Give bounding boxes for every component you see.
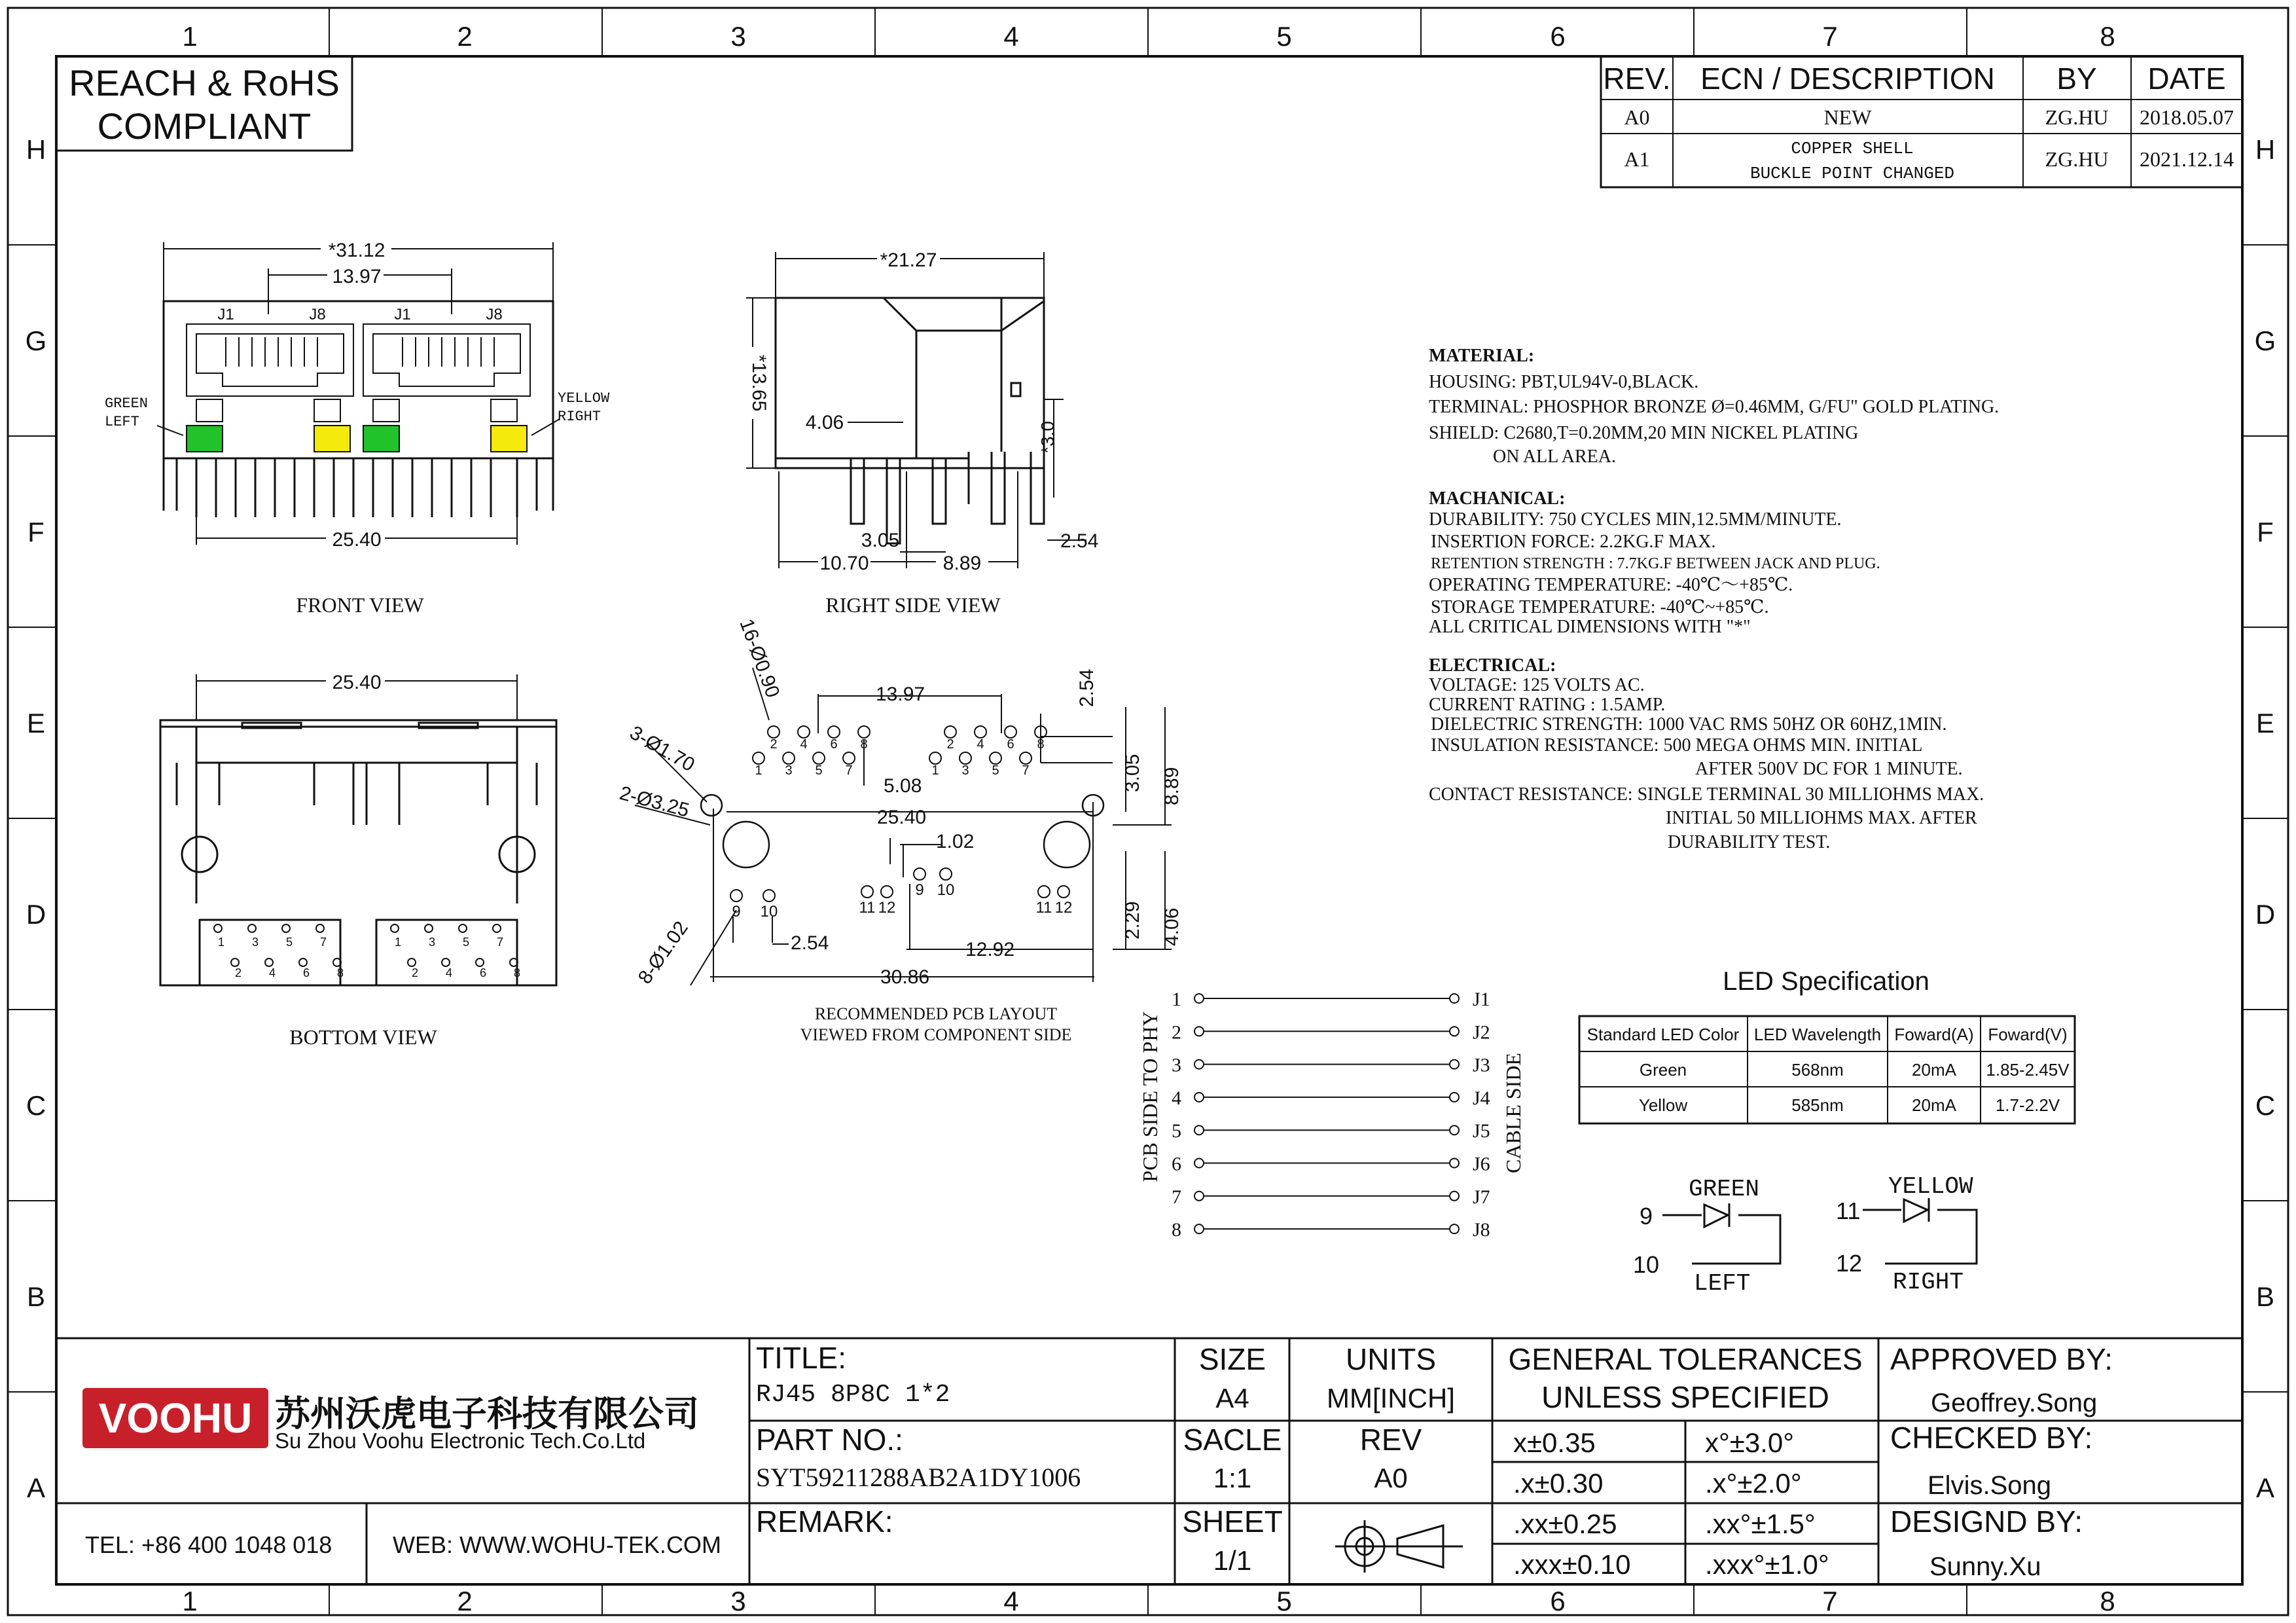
grid-col-7-bottom: 7 bbox=[1822, 1586, 1838, 1616]
front-led-green-2 bbox=[363, 426, 399, 452]
pcb-dim-3086: 30.86 bbox=[880, 966, 930, 988]
led-green-pin-b: 10 bbox=[1633, 1251, 1660, 1278]
wire-cable-label: J8 bbox=[1473, 1219, 1490, 1241]
pcb-dim-406: 4.06 bbox=[1161, 907, 1183, 946]
grid-row-f-right: F bbox=[2257, 517, 2274, 547]
grid-col-6: 6 bbox=[1550, 21, 1566, 52]
grid-col-4: 4 bbox=[1003, 21, 1019, 52]
fv-led-left-2: LEFT bbox=[105, 414, 139, 430]
design-value: Sunny.Xu bbox=[1929, 1552, 2041, 1581]
wire-cable-label: J3 bbox=[1473, 1054, 1490, 1076]
pcb-led-label: 11 bbox=[859, 899, 876, 917]
approved-label: APPROVED BY: bbox=[1890, 1342, 2113, 1376]
led-spec-green-v: 1.85-2.45V bbox=[1986, 1060, 2070, 1080]
led-spec-table bbox=[1579, 967, 2075, 1123]
led-spec-header-3: Foward(A) bbox=[1894, 1025, 1974, 1044]
spec-elec-6: CONTACT RESISTANCE: SINGLE TERMINAL 30 MILLIOHMS MAX. bbox=[1429, 784, 1984, 805]
pcb-pin-label: 6 bbox=[1007, 737, 1014, 752]
led-green-label: GREEN bbox=[1689, 1176, 1760, 1203]
wire-pin-label: 6 bbox=[1172, 1153, 1181, 1175]
bottom-pin-label: 3 bbox=[428, 936, 436, 949]
pcb-pin-hole bbox=[828, 726, 840, 738]
rev-header-ecn: ECN / DESCRIPTION bbox=[1700, 62, 1995, 96]
spec-elec-5: AFTER 500V DC FOR 1 MINUTE. bbox=[1695, 759, 1963, 779]
tolerance-head-2: UNLESS SPECIFIED bbox=[1541, 1380, 1829, 1414]
wire-terminal-left bbox=[1194, 1192, 1204, 1201]
grid-col-4-bottom: 4 bbox=[1003, 1586, 1019, 1616]
grid-row-g: G bbox=[25, 325, 47, 356]
sv-dim-height: *13.65 bbox=[748, 354, 770, 412]
fv-dim-overall: *31.12 bbox=[328, 240, 386, 261]
tol-4-linear: .xxx±0.10 bbox=[1513, 1549, 1631, 1580]
grid-col-3: 3 bbox=[730, 21, 746, 52]
led-spec-green-a: 20mA bbox=[1912, 1060, 1956, 1080]
compliance-line-1: REACH & RoHS bbox=[69, 62, 340, 103]
led-spec-yellow-v: 1.7-2.2V bbox=[1995, 1095, 2060, 1115]
pcb-led-label: 9 bbox=[915, 881, 924, 899]
title-block bbox=[56, 1338, 2242, 1584]
checked-label: CHECKED BY: bbox=[1890, 1421, 2093, 1455]
units-value: MM[INCH] bbox=[1327, 1383, 1455, 1413]
sheet-value: 1/1 bbox=[1213, 1545, 1252, 1576]
spec-mech-head: MACHANICAL: bbox=[1429, 488, 1566, 509]
grid-col-1: 1 bbox=[182, 21, 198, 52]
bottom-view-title: BOTTOM VIEW bbox=[289, 1025, 437, 1049]
led-spec-green-wave: 568nm bbox=[1791, 1060, 1844, 1080]
pcb-dim-229: 2.29 bbox=[1122, 901, 1143, 939]
pcb-led-hole bbox=[881, 886, 893, 898]
bottom-pin-hole bbox=[231, 958, 239, 966]
bottom-pin-hole bbox=[459, 924, 467, 932]
grid-row-d: D bbox=[26, 899, 46, 930]
spec-material-2: TERMINAL: PHOSPHOR BRONZE Ø=0.46MM, G/FU" GOLD PLATING. bbox=[1429, 397, 2000, 417]
pcb-pin-hole bbox=[1020, 752, 1031, 764]
led-yellow-pin-a: 11 bbox=[1836, 1197, 1861, 1224]
compliance-line-2: COMPLIANT bbox=[97, 105, 312, 147]
pcb-pin-label: 1 bbox=[755, 763, 762, 778]
bottom-pin-label: 1 bbox=[217, 936, 225, 949]
grid-col-8-bottom: 8 bbox=[2100, 1586, 2115, 1616]
right-side-view bbox=[742, 249, 1098, 617]
right-side-view-title: RIGHT SIDE VIEW bbox=[825, 593, 1001, 617]
rev-header-date: DATE bbox=[2147, 62, 2226, 96]
bottom-pin-hole bbox=[391, 924, 399, 932]
scale-label: SACLE bbox=[1183, 1423, 1282, 1457]
bv-dim: 25.40 bbox=[332, 672, 382, 693]
led-spec-title: LED Specification bbox=[1723, 967, 1929, 996]
front-view bbox=[105, 238, 610, 617]
spec-material-3: SHIELD: C2680,T=0.20MM,20 MIN NICKEL PLATING bbox=[1429, 423, 1859, 443]
wiring-right-label: CABLE SIDE bbox=[1501, 1053, 1525, 1173]
wire-terminal-right bbox=[1450, 1125, 1459, 1135]
rev-row-2-desc-2: BUCKLE POINT CHANGED bbox=[1749, 164, 1955, 183]
wire-pin-label: 1 bbox=[1172, 989, 1181, 1010]
wire-terminal-left bbox=[1194, 1027, 1204, 1036]
pcb-title-1: RECOMMENDED PCB LAYOUT bbox=[814, 1004, 1058, 1023]
wire-terminal-left bbox=[1194, 1125, 1204, 1135]
grid-row-d-right: D bbox=[2255, 899, 2276, 930]
wire-pin-label: 7 bbox=[1172, 1186, 1181, 1208]
pcb-pin-hole bbox=[843, 752, 855, 764]
spec-material-4: ON ALL AREA. bbox=[1493, 447, 1616, 467]
company-web: WEB: WWW.WOHU-TEK.COM bbox=[393, 1531, 721, 1558]
spec-elec-7: INITIAL 50 MILLIOHMS MAX. AFTER bbox=[1666, 808, 1977, 828]
company-tel: TEL: +86 400 1048 018 bbox=[85, 1531, 332, 1558]
led-spec-green-color: Green bbox=[1639, 1060, 1687, 1080]
led-schematic bbox=[1633, 1173, 1977, 1297]
sv-dim-c: 3.05 bbox=[861, 530, 900, 551]
pcb-dim-2540: 25.40 bbox=[877, 807, 927, 828]
pcb-pin-label: 8 bbox=[860, 737, 868, 752]
bottom-pin-label: 7 bbox=[319, 936, 327, 949]
grid-row-c: C bbox=[26, 1090, 46, 1121]
led-spec-header-1: Standard LED Color bbox=[1587, 1025, 1740, 1044]
grid-col-3-bottom: 3 bbox=[730, 1586, 746, 1616]
tol-3-angular: .xx°±1.5° bbox=[1705, 1508, 1816, 1539]
grid-row-e: E bbox=[26, 708, 46, 739]
rev-value: A0 bbox=[1374, 1463, 1408, 1493]
wire-terminal-right bbox=[1450, 1060, 1459, 1069]
spec-material-1: HOUSING: PBT,UL94V-0,BLACK. bbox=[1429, 372, 1699, 392]
sv-dim-e: 10.70 bbox=[819, 553, 869, 574]
fv-led-right-1: YELLOW bbox=[558, 390, 610, 407]
tol-2-angular: .x°±2.0° bbox=[1705, 1468, 1802, 1499]
rev-row-1-rev: A0 bbox=[1624, 105, 1650, 129]
checked-value: Elvis.Song bbox=[1928, 1471, 2051, 1500]
bottom-pin-hole bbox=[214, 924, 222, 932]
wire-cable-label: J6 bbox=[1473, 1153, 1490, 1175]
pcb-hole-3: 3-Ø1.70 bbox=[626, 721, 698, 776]
pcb-hole-2: 2-Ø3.25 bbox=[617, 782, 692, 822]
pcb-pin-label: 7 bbox=[845, 763, 853, 778]
bottom-pin-hole bbox=[265, 958, 273, 966]
pcb-pin-hole bbox=[944, 726, 956, 738]
wire-terminal-left bbox=[1194, 1093, 1204, 1102]
rev-row-2-date: 2021.12.14 bbox=[2140, 147, 2234, 171]
tol-2-linear: .x±0.30 bbox=[1513, 1468, 1604, 1499]
pcb-dim-1397: 13.97 bbox=[876, 684, 925, 705]
pcb-led-label: 12 bbox=[1054, 899, 1073, 917]
pcb-pin-hole bbox=[753, 752, 764, 764]
spec-elec-2: CURRENT RATING : 1.5AMP. bbox=[1429, 695, 1666, 715]
pcb-dim-889: 8.89 bbox=[1161, 767, 1183, 805]
fv-dim-pins: 25.40 bbox=[332, 529, 382, 551]
tol-1-linear: x±0.35 bbox=[1513, 1427, 1596, 1458]
pcb-pin-label: 3 bbox=[785, 763, 793, 778]
rev-row-1-desc: NEW bbox=[1823, 105, 1872, 129]
title-label: TITLE: bbox=[756, 1341, 847, 1375]
bottom-pin-label: 8 bbox=[513, 966, 521, 979]
wiring-left-label: PCB SIDE TO PHY bbox=[1138, 1011, 1162, 1182]
bottom-pin-label: 2 bbox=[234, 966, 242, 979]
wire-terminal-left bbox=[1194, 1060, 1204, 1069]
wire-pin-label: 4 bbox=[1172, 1087, 1181, 1109]
spec-mech-5: STORAGE TEMPERATURE: -40℃~+85℃. bbox=[1431, 597, 1769, 617]
grid-col-6-bottom: 6 bbox=[1550, 1586, 1566, 1616]
pcb-hole-16: 16-Ø0.90 bbox=[735, 616, 784, 701]
pcb-pin-hole bbox=[783, 752, 795, 764]
spec-material-head: MATERIAL: bbox=[1429, 346, 1535, 366]
wire-pin-label: 8 bbox=[1172, 1219, 1181, 1241]
pcb-led-hole bbox=[914, 868, 925, 880]
wire-pin-label: 3 bbox=[1172, 1054, 1181, 1076]
sv-dim-d: 2.54 bbox=[1060, 530, 1099, 552]
sv-dim-f: 8.89 bbox=[942, 553, 982, 574]
voohu-logo-text: VOOHU bbox=[98, 1395, 253, 1442]
grid-col-2-bottom: 2 bbox=[457, 1586, 473, 1616]
remark-label: REMARK: bbox=[756, 1504, 893, 1539]
grid-col-2: 2 bbox=[457, 21, 473, 52]
pcb-led-label: 10 bbox=[760, 903, 778, 921]
company-name-cn: 苏州沃虎电子科技有限公司 bbox=[275, 1395, 699, 1434]
pcb-led-hole bbox=[1038, 886, 1050, 898]
fv-pin-label-4: J8 bbox=[486, 306, 503, 323]
tol-4-angular: .xxx°±1.0° bbox=[1705, 1549, 1829, 1580]
grid-row-b-right: B bbox=[2255, 1281, 2275, 1312]
pcb-pin-hole bbox=[858, 726, 870, 738]
grid-row-b: B bbox=[26, 1281, 46, 1312]
bottom-pin-label: 2 bbox=[411, 966, 419, 979]
wire-cable-label: J7 bbox=[1473, 1186, 1490, 1208]
revision-table bbox=[1601, 56, 2242, 187]
fv-led-right-2: RIGHT bbox=[558, 409, 601, 425]
bottom-pin-hole bbox=[493, 924, 501, 932]
size-label: SIZE bbox=[1198, 1342, 1266, 1376]
spec-elec-1: VOLTAGE: 125 VOLTS AC. bbox=[1429, 675, 1645, 695]
spec-mech-4: OPERATING TEMPERATURE: -40℃～+85℃. bbox=[1429, 575, 1793, 595]
pcb-pin-label: 2 bbox=[946, 737, 954, 752]
spec-elec-4: INSULATION RESISTANCE: 500 MEGA OHMS MIN. INITIAL bbox=[1431, 735, 1923, 756]
wire-pin-label: 2 bbox=[1172, 1021, 1181, 1044]
bottom-pin-hole bbox=[248, 924, 256, 932]
grid-col-5: 5 bbox=[1276, 21, 1292, 52]
pcb-dim-508: 5.08 bbox=[884, 775, 922, 797]
pcb-pin-hole bbox=[798, 726, 810, 738]
pcb-pin-label: 7 bbox=[1022, 763, 1030, 778]
pcb-pin-label: 6 bbox=[830, 737, 838, 752]
wire-terminal-right bbox=[1450, 1159, 1459, 1168]
bottom-pin-label: 6 bbox=[479, 966, 487, 979]
part-no-label: PART NO.: bbox=[756, 1423, 903, 1457]
wire-cable-label: J2 bbox=[1473, 1021, 1490, 1044]
wire-terminal-left bbox=[1194, 994, 1204, 1003]
design-label: DESIGND BY: bbox=[1890, 1504, 2083, 1539]
spec-elec-3: DIELECTRIC STRENGTH: 1000 VAC RMS 50HZ OR 60HZ,1MIN. bbox=[1431, 714, 1947, 735]
front-view-title: FRONT VIEW bbox=[296, 593, 424, 617]
wiring-diagram bbox=[1138, 989, 1525, 1241]
part-no-value: SYT59211288AB2A1DY1006 bbox=[756, 1463, 1081, 1492]
wire-terminal-right bbox=[1450, 994, 1459, 1003]
led-green-side: LEFT bbox=[1694, 1270, 1751, 1297]
rev-row-1-by: ZG.HU bbox=[2045, 105, 2109, 129]
fv-led-left-1: GREEN bbox=[105, 395, 149, 412]
pcb-led-hole bbox=[940, 868, 952, 880]
pcb-led-hole bbox=[730, 890, 742, 902]
rev-header-by: BY bbox=[2056, 62, 2097, 96]
pcb-pin-hole bbox=[975, 726, 986, 738]
grid-row-h-right: H bbox=[2255, 134, 2276, 165]
pcb-led-hole bbox=[861, 886, 873, 898]
rev-header-rev: REV. bbox=[1603, 62, 1671, 96]
compliance-box bbox=[56, 56, 352, 151]
grid-col-5-bottom: 5 bbox=[1276, 1586, 1292, 1616]
pcb-dim-102: 1.02 bbox=[936, 831, 975, 852]
led-green-pin-a: 9 bbox=[1640, 1203, 1653, 1230]
pcb-pin-label: 3 bbox=[961, 763, 969, 778]
bottom-pin-label: 6 bbox=[302, 966, 310, 979]
pcb-dim-305: 3.05 bbox=[1122, 754, 1143, 792]
front-led-yellow-2 bbox=[491, 426, 527, 452]
pcb-led-label: 11 bbox=[1035, 899, 1052, 917]
sv-dim-a: 4.06 bbox=[805, 412, 844, 433]
bottom-pin-label: 5 bbox=[285, 936, 293, 949]
scale-value: 1:1 bbox=[1213, 1463, 1252, 1493]
pcb-led-label: 9 bbox=[732, 903, 741, 921]
pcb-dim-254a: 2.54 bbox=[1076, 668, 1098, 707]
bottom-pin-label: 3 bbox=[251, 936, 259, 949]
wire-terminal-left bbox=[1194, 1159, 1204, 1168]
sheet-label: SHEET bbox=[1182, 1504, 1283, 1539]
pcb-led-hole bbox=[1058, 886, 1069, 898]
pcb-pin-label: 8 bbox=[1037, 737, 1045, 752]
front-led-green-1 bbox=[187, 426, 223, 452]
bottom-pin-hole bbox=[316, 924, 324, 932]
spec-notes bbox=[1429, 346, 1999, 852]
pcb-pin-label: 5 bbox=[992, 763, 999, 778]
pcb-pin-label: 4 bbox=[800, 737, 808, 752]
bottom-pin-label: 4 bbox=[445, 966, 453, 979]
led-spec-header-4: Foward(V) bbox=[1988, 1025, 2068, 1044]
rev-row-2-rev: A1 bbox=[1624, 147, 1650, 171]
pcb-led-hole bbox=[763, 890, 775, 902]
fv-pin-label-3: J1 bbox=[394, 306, 411, 323]
grid-row-h: H bbox=[26, 134, 46, 165]
bottom-view bbox=[160, 670, 556, 1049]
bottom-pin-label: 7 bbox=[496, 936, 504, 949]
size-value: A4 bbox=[1215, 1383, 1249, 1413]
bottom-pin-hole bbox=[442, 958, 450, 966]
bottom-pin-hole bbox=[299, 958, 307, 966]
tolerance-head-1: GENERAL TOLERANCES bbox=[1508, 1342, 1863, 1376]
fv-dim-inner: 13.97 bbox=[332, 266, 382, 287]
pcb-pin-hole bbox=[813, 752, 825, 764]
bottom-pin-hole bbox=[282, 924, 290, 932]
spec-mech-3: RETENTION STRENGTH : 7.7KG.F BETWEEN JACK AND PLUG. bbox=[1431, 555, 1880, 572]
rev-label: REV bbox=[1359, 1423, 1422, 1457]
led-yellow-side: RIGHT bbox=[1893, 1269, 1964, 1296]
pcb-led-label: 12 bbox=[878, 899, 896, 917]
grid-col-1-bottom: 1 bbox=[182, 1586, 198, 1616]
bottom-pin-label: 5 bbox=[462, 936, 470, 949]
pcb-led-label: 10 bbox=[937, 881, 955, 899]
grid-row-a: A bbox=[26, 1472, 46, 1503]
spec-mech-2: INSERTION FORCE: 2.2KG.F MAX. bbox=[1431, 532, 1716, 552]
pcb-pin-label: 2 bbox=[770, 737, 778, 752]
led-yellow-label: YELLOW bbox=[1888, 1173, 1973, 1200]
pcb-pin-hole bbox=[990, 752, 1001, 764]
led-spec-yellow-color: Yellow bbox=[1638, 1095, 1688, 1115]
pcb-dim-254b: 2.54 bbox=[791, 932, 829, 954]
pcb-pin-label: 5 bbox=[815, 763, 823, 778]
bottom-pin-label: 8 bbox=[336, 966, 344, 979]
grid-row-c-right: C bbox=[2255, 1090, 2276, 1121]
grid-row-a-right: A bbox=[2255, 1472, 2275, 1503]
rev-row-1-date: 2018.05.07 bbox=[2140, 105, 2234, 129]
wire-terminal-left bbox=[1194, 1224, 1204, 1233]
bottom-pin-hole bbox=[408, 958, 416, 966]
grid-col-8: 8 bbox=[2100, 21, 2115, 52]
bottom-view-pins bbox=[214, 924, 520, 979]
led-spec-header-2: LED Wavelength bbox=[1753, 1025, 1882, 1044]
wire-pin-label: 5 bbox=[1172, 1120, 1181, 1142]
pcb-dim-1292: 12.92 bbox=[965, 939, 1015, 960]
grid-row-f: F bbox=[27, 517, 45, 547]
pcb-hole-8: 8-Ø1.02 bbox=[634, 917, 692, 989]
bottom-pin-label: 4 bbox=[268, 966, 276, 979]
bottom-pin-hole bbox=[476, 958, 484, 966]
approved-value: Geoffrey.Song bbox=[1931, 1389, 2098, 1417]
pcb-pin-hole bbox=[929, 752, 941, 764]
pcb-pin-label: 1 bbox=[931, 763, 939, 778]
projection-symbol-icon bbox=[1335, 1520, 1463, 1573]
pcb-pin-hole bbox=[960, 752, 971, 764]
tol-3-linear: .xx±0.25 bbox=[1513, 1508, 1617, 1539]
wire-terminal-right bbox=[1450, 1224, 1459, 1233]
rev-row-2-by: ZG.HU bbox=[2045, 147, 2109, 171]
sv-dim-b: *3.0 bbox=[1037, 421, 1058, 454]
grid-col-7: 7 bbox=[1822, 21, 1838, 52]
spec-elec-head: ELECTRICAL: bbox=[1429, 655, 1556, 676]
pcb-title-2: VIEWED FROM COMPONENT SIDE bbox=[800, 1025, 1072, 1044]
wire-cable-label: J1 bbox=[1473, 989, 1490, 1010]
bottom-pin-label: 1 bbox=[394, 936, 402, 949]
wire-terminal-right bbox=[1450, 1192, 1459, 1201]
led-spec-yellow-a: 20mA bbox=[1912, 1095, 1956, 1115]
pcb-layout bbox=[617, 616, 1183, 1044]
spec-elec-8: DURABILITY TEST. bbox=[1668, 832, 1831, 852]
wire-cable-label: J5 bbox=[1473, 1120, 1490, 1142]
led-yellow-pin-b: 12 bbox=[1836, 1250, 1863, 1277]
wire-terminal-right bbox=[1450, 1027, 1459, 1036]
sv-dim-width: *21.27 bbox=[880, 249, 937, 271]
front-led-yellow-1 bbox=[314, 426, 350, 452]
pcb-pin-hole bbox=[768, 726, 780, 738]
tol-1-angular: x°±3.0° bbox=[1705, 1427, 1795, 1458]
grid-row-e-right: E bbox=[2255, 708, 2275, 739]
units-label: UNITS bbox=[1346, 1342, 1436, 1376]
bottom-pin-hole bbox=[425, 924, 433, 932]
pcb-pin-label: 4 bbox=[977, 737, 984, 752]
spec-mech-6: ALL CRITICAL DIMENSIONS WITH "*" bbox=[1429, 617, 1751, 637]
grid-row-g-right: G bbox=[2254, 325, 2276, 356]
wire-terminal-right bbox=[1450, 1093, 1459, 1102]
rev-row-2-desc-1: COPPER SHELL bbox=[1791, 139, 1914, 158]
fv-pin-label-2: J8 bbox=[309, 306, 326, 323]
fv-pin-label-1: J1 bbox=[217, 306, 234, 323]
pcb-pin-hole bbox=[1005, 726, 1016, 738]
spec-mech-1: DURABILITY: 750 CYCLES MIN,12.5MM/MINUTE. bbox=[1429, 509, 1842, 530]
company-name-en: Su Zhou Voohu Electronic Tech.Co.Ltd bbox=[275, 1429, 646, 1453]
wire-cable-label: J4 bbox=[1473, 1087, 1490, 1109]
led-spec-yellow-wave: 585nm bbox=[1791, 1095, 1844, 1115]
title-value: RJ45 8P8C 1*2 bbox=[756, 1381, 950, 1409]
